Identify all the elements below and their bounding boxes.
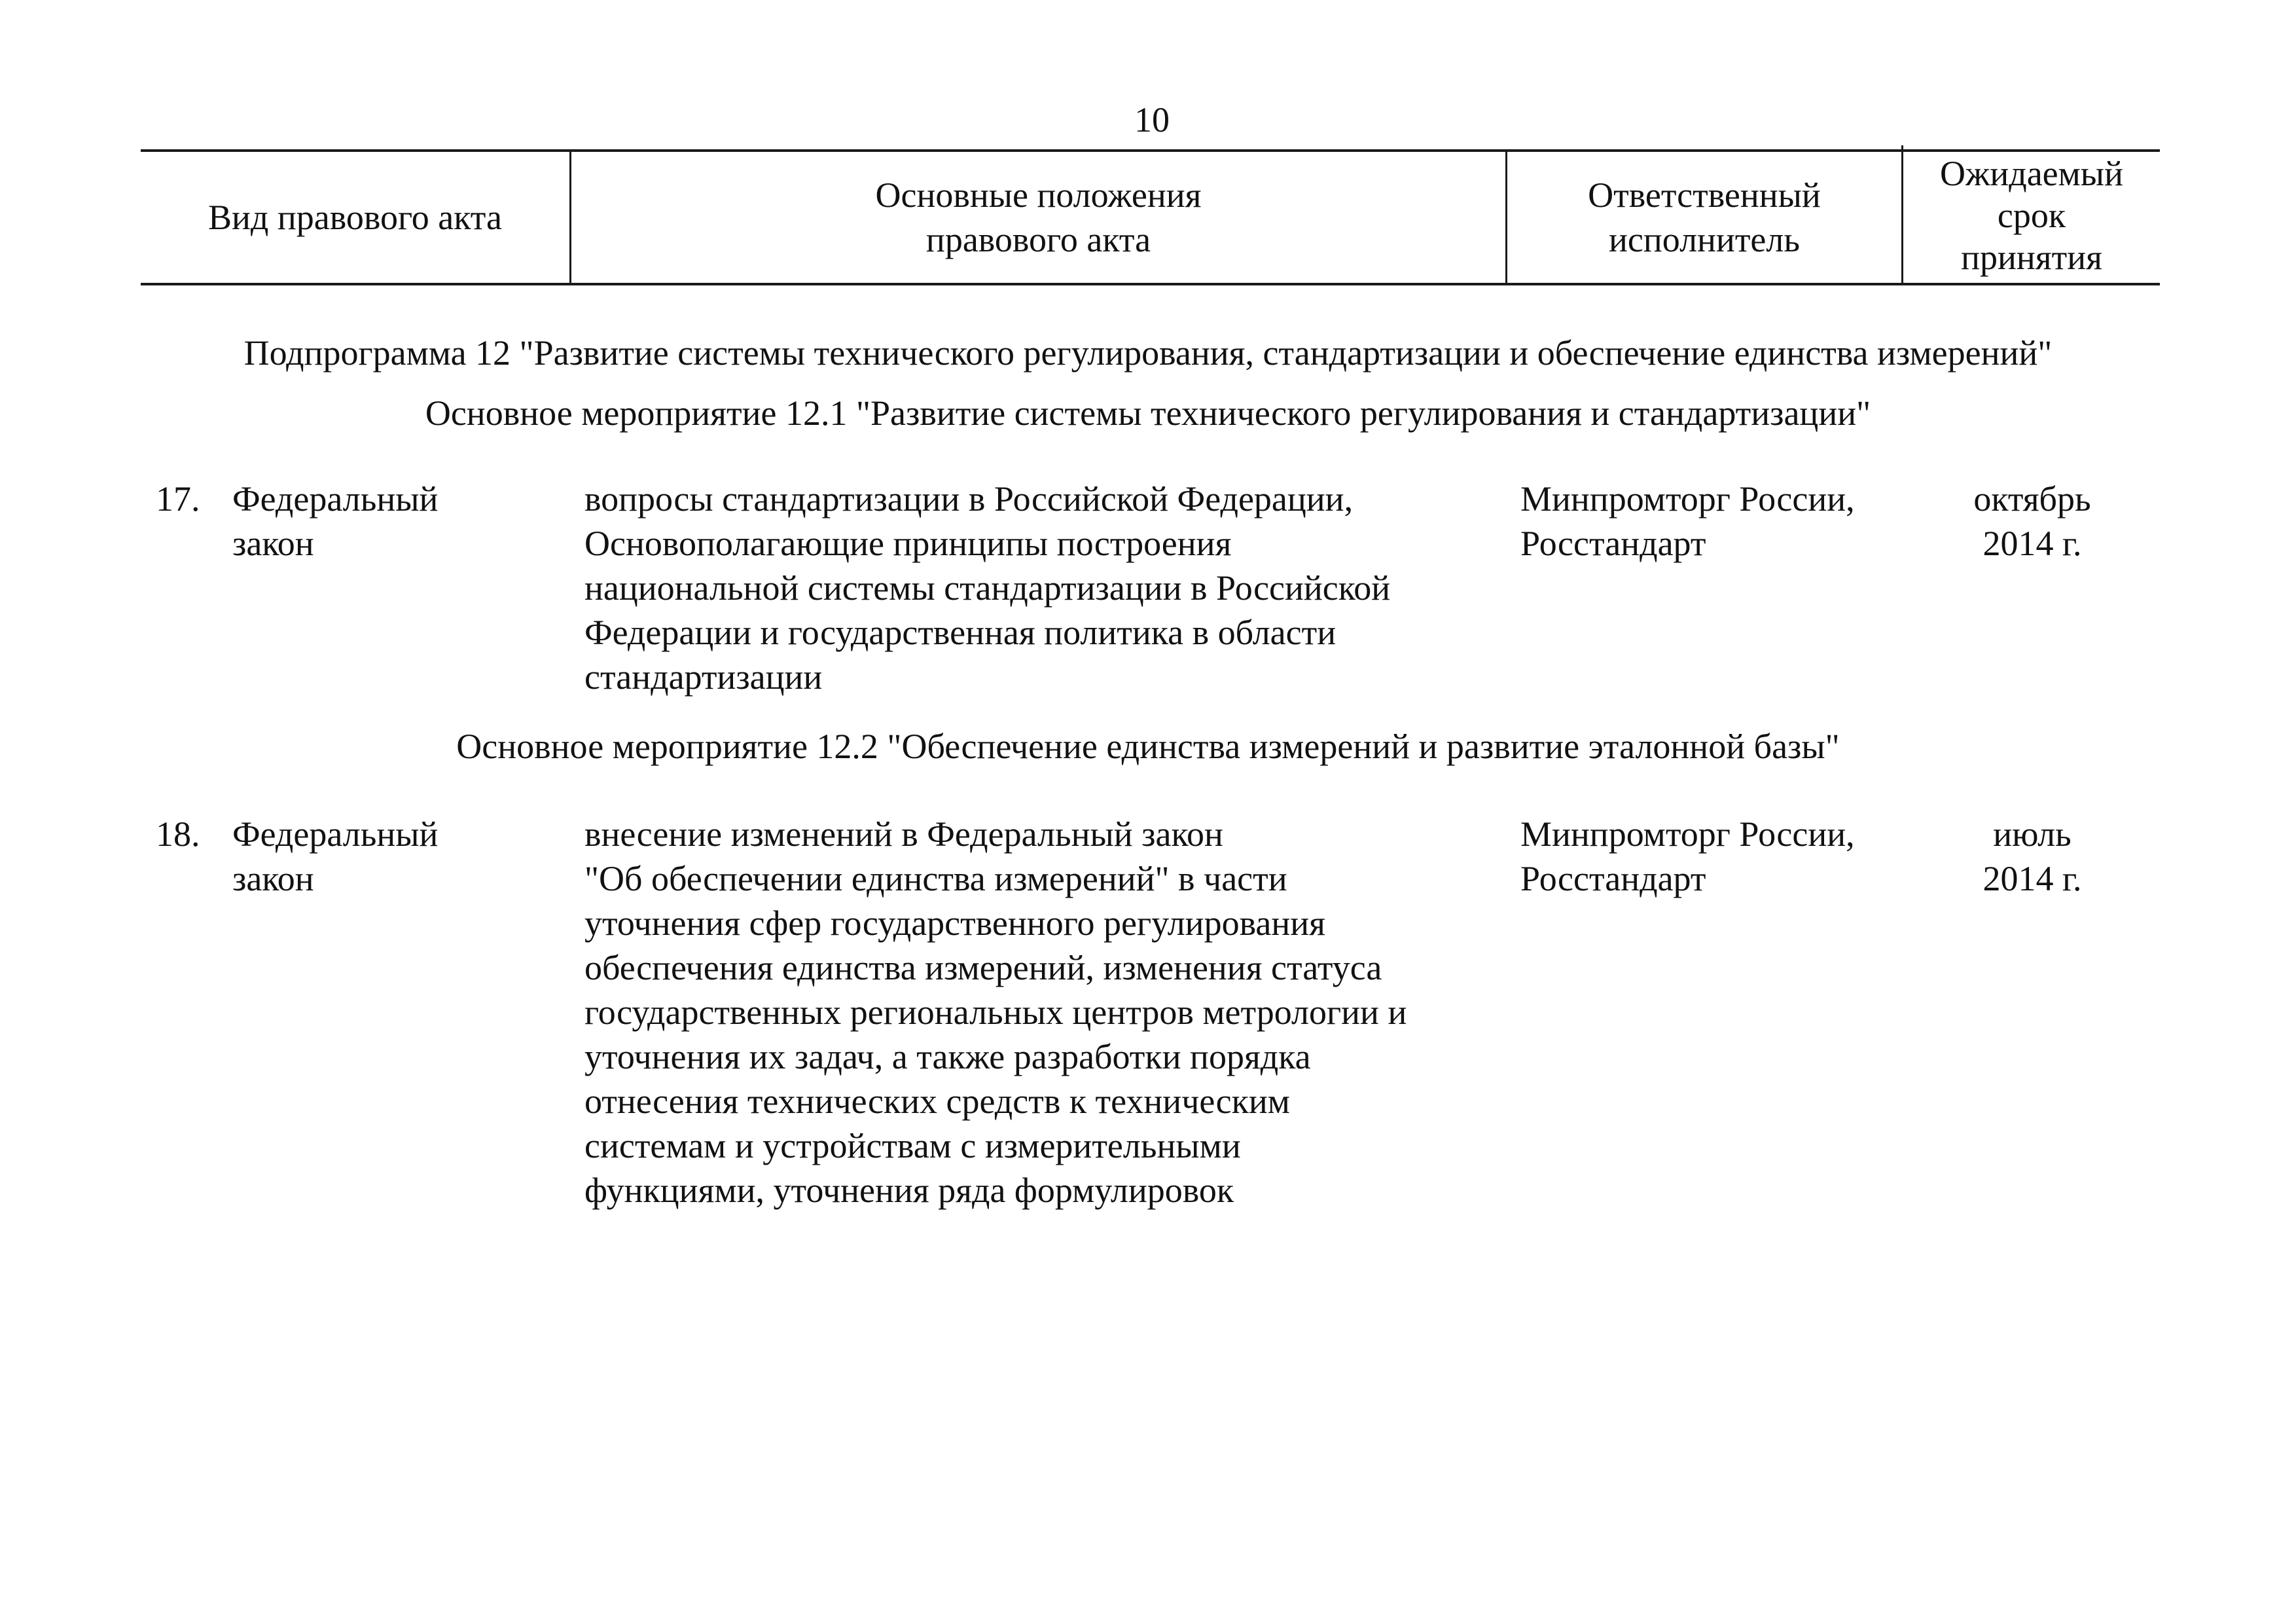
row-18-term-line-2: 2014 г. [1982, 859, 2082, 898]
row-17-provisions-line-3: национальной системы стандартизации в Российской [584, 568, 1391, 608]
row-18-number: 18. [156, 814, 200, 854]
row-18-provisions-line-6: уточнения их задач, а также разработки порядка [584, 1037, 1311, 1076]
subprogram-title: Подпрограмма 12 "Развитие системы технического регулирования, стандартизации и обеспечение единства измерений" [243, 333, 2053, 373]
row-18-executor-line-2: Росстандарт [1520, 859, 1706, 898]
row-18-executor [1520, 812, 1855, 901]
row-17-term [1937, 477, 2127, 566]
row-18-provisions-line-7: отнесения технических средств к техническим [584, 1082, 1290, 1121]
row-18-term-line-1: июль [1993, 814, 2072, 854]
row-17-provisions-line-2: Основополагающие принципы построения [584, 524, 1232, 563]
row-18-act-type-line-2: закон [232, 859, 314, 898]
row-18-provisions-line-1: внесение изменений в Федеральный закон [584, 814, 1223, 854]
row-17-act-type-line-1: Федеральный [232, 479, 439, 519]
header-col-term [1903, 148, 2160, 283]
row-18-executor-line-1: Минпромторг России, [1520, 814, 1855, 854]
row-17-act-type [232, 477, 438, 566]
header-col-type: Вид правового акта [207, 198, 503, 237]
row-18-provisions-line-5: государственных региональных центров метрологии и [584, 993, 1407, 1032]
header-bottom-rule [141, 283, 2160, 285]
header-col-executor [1507, 152, 1901, 283]
row-17-provisions-line-1: вопросы стандартизации в Российской Федерации, [584, 479, 1354, 519]
row-18-provisions-line-3: уточнения сфер государственного регулирования [584, 903, 1325, 943]
row-18-act-type [232, 812, 438, 901]
page-number: 10 [1134, 100, 1170, 139]
row-17-executor [1520, 477, 1855, 566]
row-18-provisions [584, 812, 1407, 1213]
activity-12-2-title: Основное мероприятие 12.2 "Обеспечение единства измерений и развитие эталонной базы" [456, 727, 1840, 766]
row-17-executor-line-2: Росстандарт [1520, 524, 1706, 563]
row-17-term-line-2: 2014 г. [1982, 524, 2082, 563]
row-17-executor-line-1: Минпромторг России, [1520, 479, 1855, 519]
header-col-term-line-3: принятия [1961, 238, 2102, 277]
row-18-provisions-line-8: системам и устройствам с измерительными [584, 1126, 1241, 1165]
row-18-act-type-line-1: Федеральный [232, 814, 439, 854]
header-col-executor-line-1: Ответственный [1588, 175, 1821, 215]
row-18-provisions-line-2: "Об обеспечении единства измерений" в части [584, 859, 1287, 898]
row-17-term-line-1: октябрь [1973, 479, 2091, 519]
row-18-provisions-line-9: функциями, уточнения ряда формулировок [584, 1171, 1234, 1210]
row-18-provisions-line-4: обеспечения единства измерений, изменения статуса [584, 948, 1382, 987]
row-17-provisions [584, 477, 1390, 699]
row-17-provisions-line-5: стандартизации [584, 657, 823, 697]
row-18-term [1937, 812, 2127, 901]
header-col-term-line-2: срок [1997, 196, 2066, 235]
header-col-provisions-line-2: правового акта [925, 220, 1151, 259]
header-col-executor-line-2: исполнитель [1609, 220, 1800, 259]
row-17-act-type-line-2: закон [232, 524, 314, 563]
header-col-term-line-1: Ожидаемый [1940, 154, 2123, 193]
row-17-number: 17. [156, 479, 200, 519]
activity-12-1-title: Основное мероприятие 12.1 "Развитие системы технического регулирования и стандартизации" [425, 393, 1871, 433]
header-col-provisions [571, 152, 1505, 283]
header-col-provisions-line-1: Основные положения [875, 175, 1202, 215]
row-17-provisions-line-4: Федерации и государственная политика в области [584, 613, 1336, 652]
